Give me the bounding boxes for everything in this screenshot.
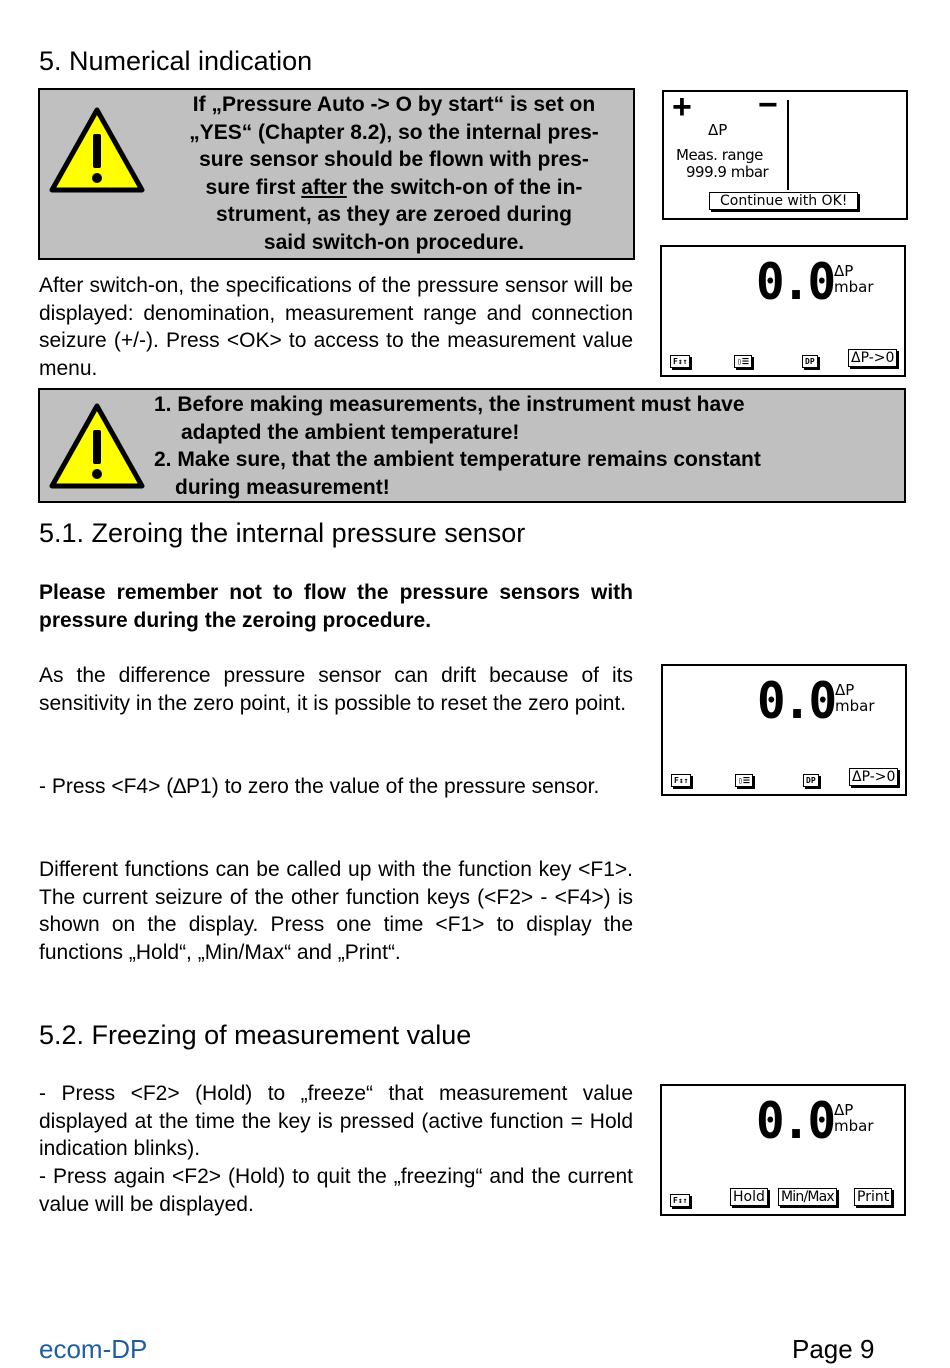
divider-line [787, 100, 789, 190]
hold-key[interactable]: Hold [730, 1188, 768, 1206]
section-5-2-title: 5.2. Freezing of measurement value [39, 1020, 472, 1050]
warning-box-zero-by-start [38, 88, 635, 260]
delta-p-label: ΔP [834, 1101, 854, 1119]
function-key-f3-icon[interactable]: DP [802, 355, 818, 368]
paragraph-function-keys: Different functions can be called up with the function key <F1>. The current seizure of the other function keys (<F2> - <F4>) is shown on the display. Press one time <F1> to display the functions „Hold“, „Min/Max“ and „Print“. [39, 858, 633, 964]
minus-sign: − [758, 86, 778, 124]
min-max-key[interactable]: Min/Max [778, 1188, 837, 1206]
warning-box-ambient-temperature [38, 388, 906, 503]
delta-p-label: ΔP [708, 121, 728, 139]
function-key-f2-icon[interactable]: ▯☰ [734, 355, 752, 368]
warning-triangle-icon [48, 402, 146, 490]
delta-p-label: ΔP [835, 681, 855, 699]
function-key-f1-icon[interactable]: F↕↑ [670, 355, 690, 368]
paragraph-hold-freeze: - Press <F2> (Hold) to „freeze“ that measurement value displayed at the time the key is pressed (active function = Hold indication blinks). [39, 1082, 633, 1160]
continue-ok-button[interactable]: Continue with OK! [709, 192, 858, 210]
paragraph-drift: As the difference pressure sensor can drift because of its sensitivity in the zero point, it is possible to reset the zero point. [39, 664, 633, 715]
unit-label: mbar [835, 697, 875, 715]
plus-sign: + [672, 88, 692, 126]
delta-p-label: ΔP [834, 262, 854, 280]
paragraph-remember: Please remember not to flow the pressure sensors with pressure during the zeroing procedure. [39, 581, 633, 632]
section-5-title: 5. Numerical indication [39, 46, 313, 76]
meas-range-label: Meas. range [676, 146, 763, 164]
paragraph-press-f4: - Press <F4> (∆P1) to zero the value of the pressure sensor. [39, 775, 600, 798]
print-key[interactable]: Print [854, 1188, 892, 1206]
measurement-value: 0.0 [756, 253, 834, 311]
function-key-f4-zero[interactable]: ΔP->0 [848, 349, 897, 367]
meas-range-value: 999.9 mbar [686, 163, 769, 181]
measurement-value: 0.0 [757, 672, 835, 730]
function-key-f2-icon[interactable]: ▯☰ [735, 774, 753, 787]
unit-label: mbar [834, 278, 874, 296]
lcd-sensor-spec-display [662, 86, 908, 220]
measurement-value: 0.0 [756, 1092, 834, 1150]
paragraph-after-switch-on: After switch-on, the specifications of the pressure sensor will be displayed: denomination, measurement range and connection seizure (+/-). Press <OK> to access to the measurement value menu. [39, 274, 633, 380]
warning-1-text: If „Pressure Auto -> O by start“ is set on „YES“ (Chapter 8.2), so the internal pres- sure sensor should be flown with pres- sure first after the switch-on of the in- strument, as they are zeroed during said switch-on procedure. [189, 93, 599, 254]
lcd-measurement-display-1 [660, 245, 906, 377]
warning-2-text: 1. Before making measurements, the instrument must have adapted the ambient temperature! 2. Make sure, that the ambient temperature remains constant during measurement! [154, 393, 761, 499]
footer-page-number: Page 9 [792, 1334, 875, 1364]
function-key-f3-icon[interactable]: DP [803, 774, 819, 787]
unit-label: mbar [834, 1117, 874, 1135]
function-key-f1-icon[interactable]: F↕↑ [671, 774, 691, 787]
paragraph-hold-quit: - Press again <F2> (Hold) to quit the „freezing“ and the current value will be displayed. [39, 1165, 633, 1216]
warning-triangle-icon [48, 106, 146, 194]
footer-product-name: ecom-DP [39, 1334, 148, 1364]
function-key-f4-zero[interactable]: ΔP->0 [849, 768, 898, 786]
lcd-hold-display [660, 1084, 906, 1216]
section-5-1-title: 5.1. Zeroing the internal pressure sensor [39, 518, 526, 548]
lcd-measurement-display-2 [661, 664, 907, 796]
function-key-f1-icon[interactable]: F↕↑ [670, 1194, 690, 1207]
